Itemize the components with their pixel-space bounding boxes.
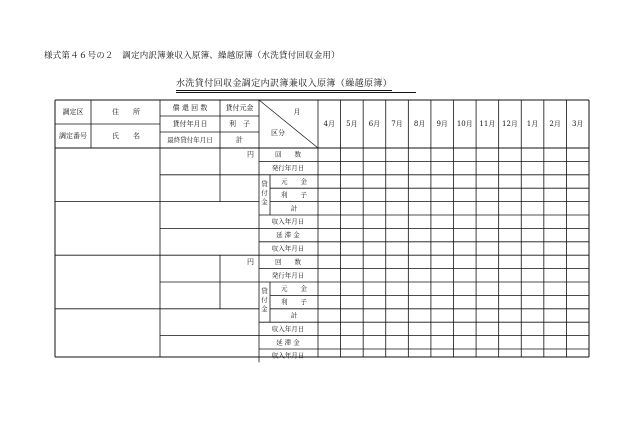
header-kubun: 区分 <box>271 129 285 137</box>
month-header-7: 10月 <box>456 120 473 128</box>
header-jusho: 住 所 <box>112 108 140 116</box>
kashitsukin-vertical-label: 付 <box>261 296 268 304</box>
header-kashitsuke-nengappi: 貸付年月日 <box>172 120 208 128</box>
row-label-2: 発行年月日 <box>271 164 305 173</box>
kashitsukin-vertical-label: 貸 <box>261 287 268 295</box>
row-label-5: 計 <box>290 311 298 320</box>
month-header-3: 6月 <box>368 120 381 128</box>
row-label-5: 計 <box>290 204 298 213</box>
kashitsukin-vertical-label: 貸 <box>261 179 268 188</box>
header-kashitsuke-ganki: 貸付元金 <box>225 104 254 112</box>
month-header-8: 11月 <box>479 120 496 128</box>
row-label-6: 収入年月日 <box>271 324 305 333</box>
header-choteiku: 調定区 <box>62 108 84 116</box>
header-kei: 計 <box>236 136 243 144</box>
month-header-6: 9月 <box>436 120 448 128</box>
month-header-9: 12月 <box>501 120 518 128</box>
row-label-4: 利 子 <box>281 298 307 307</box>
row-label-7: 延 滞 金 <box>276 231 300 240</box>
row-label-1: 回 数 <box>275 257 301 266</box>
month-header-2: 5月 <box>346 120 358 128</box>
month-header-12: 3月 <box>571 120 584 128</box>
header-shimei: 氏 名 <box>112 132 140 140</box>
row-label-8: 収入年月日 <box>271 351 305 360</box>
kashitsukin-vertical-label: 金 <box>261 305 268 313</box>
row-label-1: 回 数 <box>275 150 301 159</box>
header-saishu-nengappi: 最終貸付年月日 <box>167 136 213 144</box>
header-shokan-kaisu: 償 還 回 数 <box>172 104 208 112</box>
month-header-11: 2月 <box>549 120 561 128</box>
header-diagonal <box>259 100 318 148</box>
row-label-3: 元 金 <box>281 284 307 293</box>
kashitsukin-vertical-label: 金 <box>261 197 268 206</box>
header-choteibango: 調定番号 <box>59 132 87 140</box>
kashitsukin-vertical-label: 付 <box>261 188 268 197</box>
month-header-5: 8月 <box>413 120 426 128</box>
month-header-1: 4月 <box>323 120 336 128</box>
yen-mark: 円 <box>247 150 254 159</box>
row-label-7: 延 滞 金 <box>276 338 300 347</box>
header-tsuki: 月 <box>293 108 301 116</box>
yen-mark: 円 <box>247 257 254 266</box>
form-number-caption: 様式第４６号の２ 調定内訳簿兼収入原簿、繰越原簿（水洗貸付回収金用） <box>44 51 340 61</box>
row-label-2: 発行年月日 <box>271 271 305 280</box>
month-header-4: 7月 <box>391 120 403 128</box>
header-risoku: 利 子 <box>229 120 250 128</box>
row-label-3: 元 金 <box>281 177 307 186</box>
month-header-10: 1月 <box>526 120 539 128</box>
ledger-title: 水洗貸付回収金調定内訳簿兼収入原簿（繰越原簿） <box>176 76 392 91</box>
row-label-4: 利 子 <box>281 190 307 199</box>
row-label-8: 収入年月日 <box>271 244 305 253</box>
row-label-6: 収入年月日 <box>271 217 305 226</box>
